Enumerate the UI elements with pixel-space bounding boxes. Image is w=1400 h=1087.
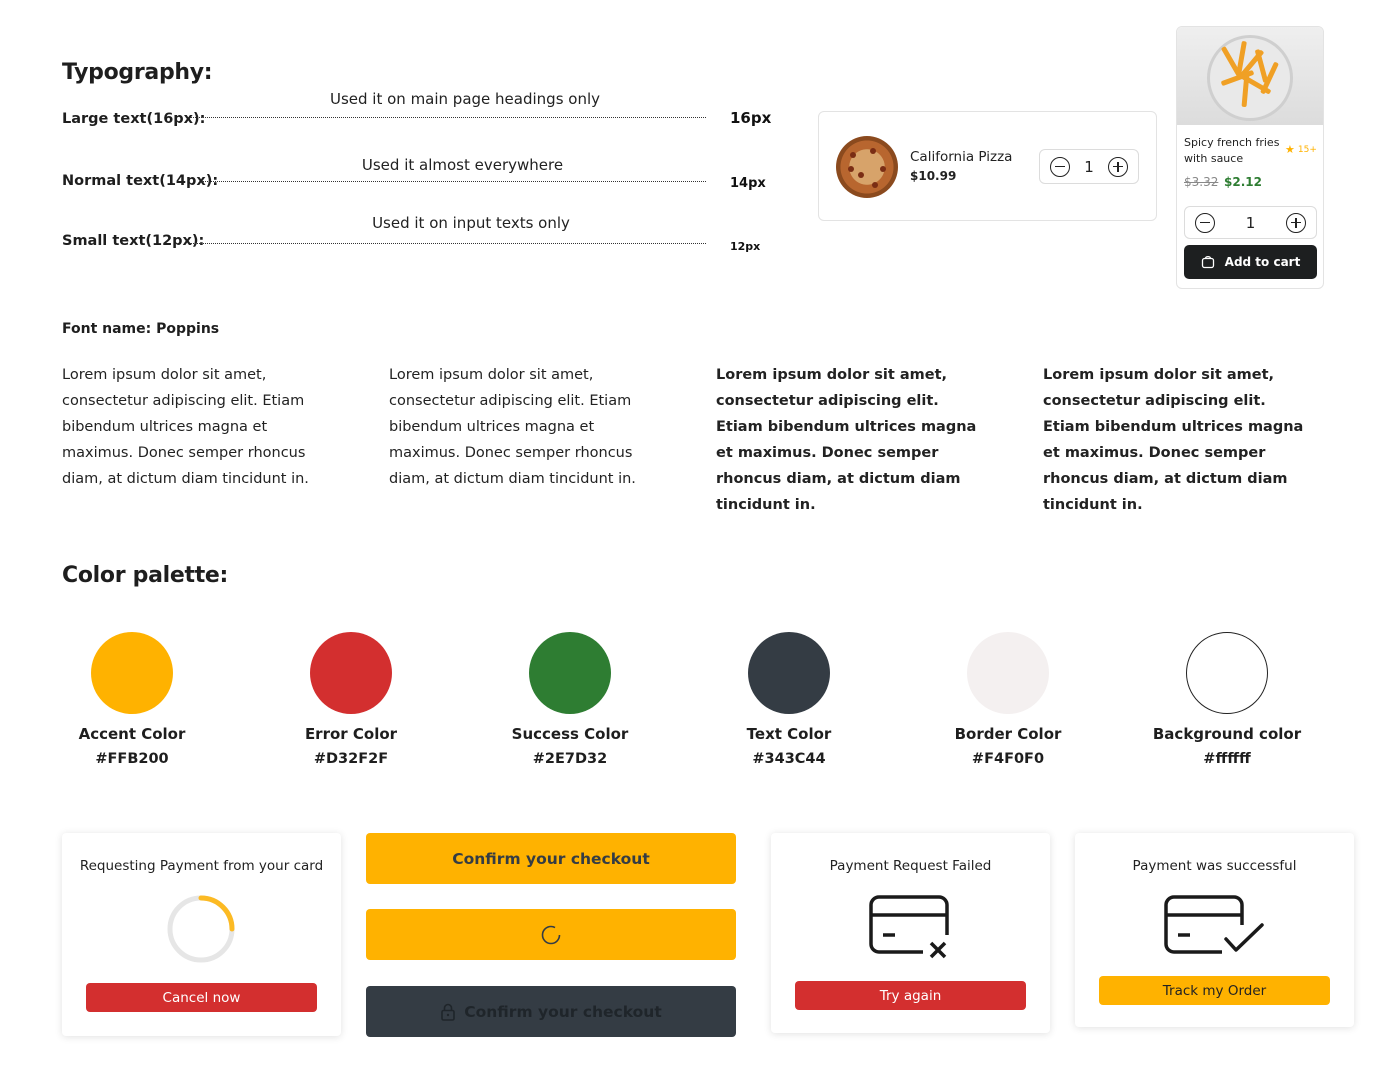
increase-quantity-button[interactable] [1286, 213, 1306, 233]
error-color-name: Error Color [304, 725, 398, 743]
border-color-swatch [967, 632, 1049, 714]
cart-item-name: California Pizza [910, 149, 1013, 165]
product-quantity: 1 [1245, 213, 1256, 232]
payment-success-title: Payment was successful [1132, 858, 1297, 874]
product-quantity-stepper [1184, 206, 1317, 239]
product-card [1176, 26, 1324, 289]
border-color-hex: #F4F0F0 [971, 751, 1045, 767]
font-name: Font name: Poppins [62, 321, 220, 337]
typography-title: Typography: [62, 60, 213, 85]
background-color-name: Background color [1152, 725, 1302, 743]
accent-color-name: Accent Color [78, 725, 186, 743]
product-new-price: $2.12 [1224, 175, 1262, 189]
star-icon: ★ [1285, 144, 1295, 156]
small-text-divider [190, 243, 706, 244]
confirm-checkout-disabled-label: Confirm your checkout [464, 1002, 662, 1021]
large-text-size: 16px [730, 109, 772, 127]
text-color-name: Text Color [746, 725, 832, 743]
try-again-button[interactable]: Try again [795, 981, 1026, 1010]
add-to-cart-label: Add to cart [1224, 255, 1301, 269]
pizza-image [836, 136, 898, 198]
normal-text-label: Normal text(14px): [62, 173, 219, 189]
success-color-hex: #2E7D32 [532, 751, 608, 767]
cancel-now-button[interactable]: Cancel now [86, 983, 317, 1012]
loading-spinner-icon [540, 924, 562, 946]
error-color-hex: #D32F2F [313, 751, 389, 767]
decrease-quantity-button[interactable] [1050, 157, 1070, 177]
cart-item-quantity: 1 [1084, 157, 1094, 176]
cart-icon [1201, 255, 1215, 269]
lorem-medium: Lorem ipsum dolor sit amet, consectetur adipiscing elit. Etiam bibendum ultrices magna et maximus. Donec semper rhoncus diam, at dictum diam tincidunt in. [389, 367, 636, 487]
fries-image [1177, 27, 1324, 125]
large-text-label: Large text(16px): [62, 111, 206, 127]
increase-quantity-button[interactable] [1108, 157, 1128, 177]
text-color-hex: #343C44 [752, 751, 826, 767]
normal-text-size: 14px [730, 176, 766, 191]
lorem-regular: Lorem ipsum dolor sit amet, consectetur adipiscing elit. Etiam bibendum ultrices magna et maximus. Donec semper rhoncus diam, at dictum diam tincidunt in. [62, 367, 309, 487]
small-text-note: Used it on input texts only [372, 214, 570, 232]
large-text-divider [190, 117, 706, 118]
small-text-label: Small text(12px): [62, 233, 205, 249]
background-color-hex: #ffffff [1203, 751, 1251, 767]
add-to-cart-button[interactable] [1184, 245, 1317, 279]
payment-requesting-title: Requesting Payment from your card [79, 858, 324, 874]
card-success-icon [1164, 895, 1266, 957]
card-failed-icon [869, 895, 953, 961]
lorem-semibold: Lorem ipsum dolor sit amet, consectetur adipiscing elit. Etiam bibendum ultrices magna et maximus. Donec semper rhoncus diam, at dictum diam tincidunt in. [716, 367, 977, 513]
confirm-checkout-button[interactable]: Confirm your checkout [366, 833, 736, 884]
normal-text-divider [202, 181, 706, 182]
loading-spinner-icon [166, 894, 236, 964]
confirm-checkout-loading-button[interactable] [366, 909, 736, 960]
lock-icon [440, 1003, 456, 1021]
border-color-name: Border Color [954, 725, 1062, 743]
success-color-swatch [529, 632, 611, 714]
product-rating [1285, 143, 1317, 156]
text-color-swatch [748, 632, 830, 714]
cart-item-quantity-stepper [1039, 149, 1139, 184]
payment-requesting-panel [62, 833, 341, 1036]
cart-item-price: $10.99 [910, 169, 957, 183]
small-text-size: 12px [730, 240, 761, 253]
normal-text-note: Used it almost everywhere [361, 156, 564, 174]
product-name: Spicy french fries with sauce [1184, 136, 1280, 165]
payment-success-panel [1075, 833, 1354, 1027]
success-color-name: Success Color [511, 725, 629, 743]
accent-color-swatch [91, 632, 173, 714]
palette-title: Color palette: [62, 563, 229, 588]
accent-color-hex: #FFB200 [95, 751, 169, 767]
large-text-note: Used it on main page headings only [329, 90, 600, 108]
lorem-bold: Lorem ipsum dolor sit amet, consectetur adipiscing elit. Etiam bibendum ultrices magna et maximus. Donec semper rhoncus diam, at dictum diam tincidunt in. [1043, 367, 1304, 513]
product-old-price: $3.32 [1184, 175, 1219, 189]
background-color-swatch [1186, 632, 1268, 714]
cart-item-card [818, 111, 1157, 221]
payment-failed-panel [771, 833, 1050, 1033]
payment-failed-title: Payment Request Failed [829, 858, 992, 874]
error-color-swatch [310, 632, 392, 714]
rating-count: 15+ [1297, 144, 1317, 155]
track-my-order-button[interactable]: Track my Order [1099, 976, 1330, 1005]
confirm-checkout-disabled-button[interactable] [366, 986, 736, 1037]
decrease-quantity-button[interactable] [1195, 213, 1215, 233]
